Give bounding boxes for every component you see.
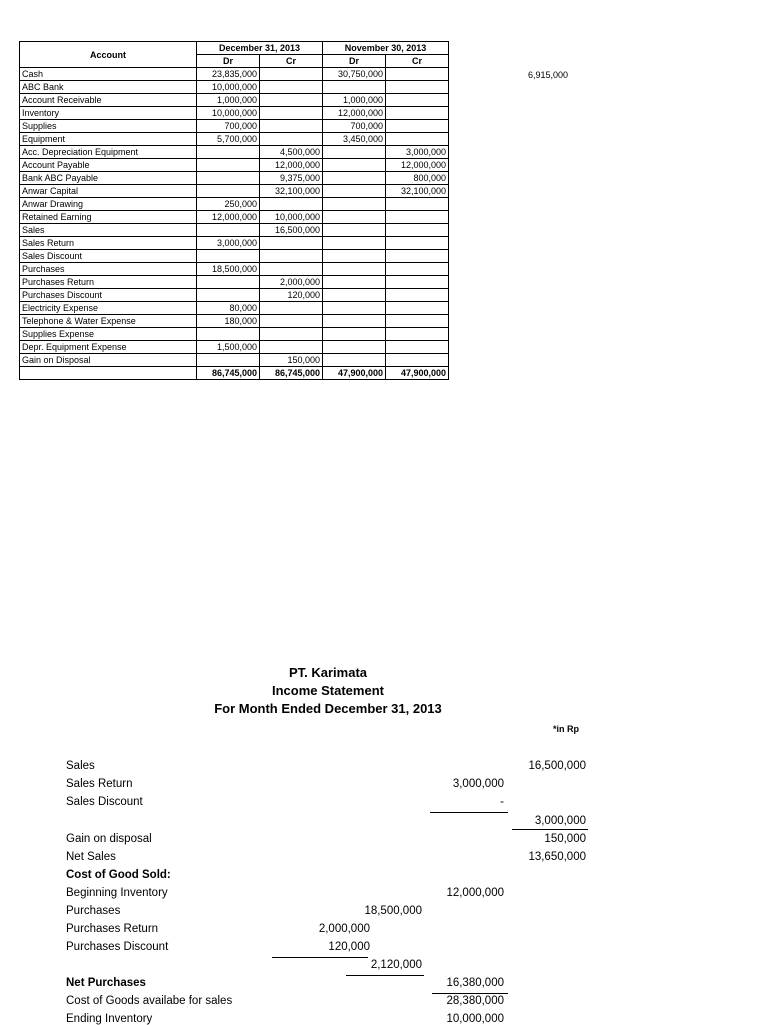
value-purchases-return: 2,000,000 <box>318 923 370 935</box>
dec-cr-value: 120,000 <box>260 289 323 302</box>
account-name: Cash <box>20 68 197 81</box>
nov-cr-value <box>386 198 449 211</box>
dec-cr-value: 4,500,000 <box>260 146 323 159</box>
dec-cr-value <box>260 250 323 263</box>
value-goods-available: 28,380,000 <box>446 995 504 1007</box>
dr-header: Dr <box>197 55 260 68</box>
nov-cr-value <box>386 107 449 120</box>
nov-cr-value: 12,000,000 <box>386 159 449 172</box>
value-net-purchases: 16,380,000 <box>446 977 504 989</box>
trial-row <box>20 289 449 302</box>
value-sales-return: 3,000,000 <box>452 778 504 790</box>
label-purchases-return: Purchases Return <box>66 923 159 935</box>
nov-dr-value <box>323 289 386 302</box>
nov-cr-value <box>386 263 449 276</box>
total-dec-dr: 86,745,000 <box>197 367 260 380</box>
trial-row <box>20 315 449 328</box>
nov-cr-value <box>386 276 449 289</box>
dec-dr-value <box>197 159 260 172</box>
nov-dr-value <box>323 211 386 224</box>
nov-dr-value <box>323 81 386 94</box>
trial-row <box>20 341 449 354</box>
nov-cr-value <box>386 250 449 263</box>
unit-note: *in Rp <box>553 724 579 734</box>
trial-row <box>20 328 449 341</box>
dec-dr-value <box>197 185 260 198</box>
value-sales: 16,500,000 <box>528 760 586 772</box>
value-gain-on-disposal: 150,000 <box>544 833 586 845</box>
dec-cr-value <box>260 315 323 328</box>
statement-period: For Month Ended December 31, 2013 <box>214 701 442 716</box>
dec-cr-value <box>260 341 323 354</box>
nov-dr-value <box>323 302 386 315</box>
cr-header: Cr <box>386 55 449 68</box>
value-ending-inventory: 10,000,000 <box>446 1013 504 1025</box>
label-beginning-inventory: Beginning Inventory <box>66 887 168 899</box>
dec-dr-value <box>197 250 260 263</box>
account-name: Gain on Disposal <box>20 354 197 367</box>
nov-dr-value <box>323 185 386 198</box>
nov-dr-value <box>323 341 386 354</box>
account-name: ABC Bank <box>20 81 197 94</box>
statement-title: Income Statement <box>272 683 384 698</box>
dec-cr-value <box>260 68 323 81</box>
value-sales-discount: - <box>500 796 504 808</box>
dec-dr-value: 250,000 <box>197 198 260 211</box>
dec-dr-value <box>197 354 260 367</box>
dec-cr-value <box>260 94 323 107</box>
account-name: Equipment <box>20 133 197 146</box>
trial-row <box>20 302 449 315</box>
dec-dr-value: 12,000,000 <box>197 211 260 224</box>
dec-cr-value <box>260 302 323 315</box>
trial-row <box>20 81 449 94</box>
dec-dr-value: 80,000 <box>197 302 260 315</box>
total-nov-cr: 47,900,000 <box>386 367 449 380</box>
dec-cr-value: 12,000,000 <box>260 159 323 172</box>
dec-cr-value <box>260 120 323 133</box>
dec-dr-value: 5,700,000 <box>197 133 260 146</box>
nov-dr-value: 700,000 <box>323 120 386 133</box>
trial-row <box>20 159 449 172</box>
nov-dr-value <box>323 198 386 211</box>
account-name: Purchases Discount <box>20 289 197 302</box>
nov-cr-value <box>386 224 449 237</box>
trial-row <box>20 198 449 211</box>
account-name: Sales Return <box>20 237 197 250</box>
account-name: Acc. Depreciation Equipment <box>20 146 197 159</box>
nov-cr-value <box>386 341 449 354</box>
trial-row <box>20 250 449 263</box>
dec-dr-value: 1,000,000 <box>197 94 260 107</box>
nov-cr-value: 800,000 <box>386 172 449 185</box>
underline-sales-deductions <box>430 812 508 813</box>
value-purchases-discount: 120,000 <box>328 941 370 953</box>
nov-dr-value: 12,000,000 <box>323 107 386 120</box>
dec-dr-value <box>197 146 260 159</box>
trial-row <box>20 107 449 120</box>
dec-dr-value: 1,500,000 <box>197 341 260 354</box>
label-purchases: Purchases <box>66 905 121 917</box>
dec-dr-value: 10,000,000 <box>197 107 260 120</box>
label-sales: Sales <box>66 760 95 772</box>
dec-dr-value <box>197 276 260 289</box>
nov-dr-value <box>323 354 386 367</box>
trial-row <box>20 172 449 185</box>
account-name: Supplies <box>20 120 197 133</box>
trial-row <box>20 94 449 107</box>
account-name: Purchases Return <box>20 276 197 289</box>
trial-row <box>20 224 449 237</box>
account-name: Bank ABC Payable <box>20 172 197 185</box>
nov-cr-value: 32,100,000 <box>386 185 449 198</box>
dec-cr-value <box>260 328 323 341</box>
account-name: Telephone & Water Expense <box>20 315 197 328</box>
trial-row <box>20 237 449 250</box>
nov-dr-value <box>323 250 386 263</box>
label-sales-return: Sales Return <box>66 778 133 790</box>
account-name: Anwar Drawing <box>20 198 197 211</box>
account-name: Electricity Expense <box>20 302 197 315</box>
account-name: Supplies Expense <box>20 328 197 341</box>
trial-row <box>20 354 449 367</box>
trial-balance-table <box>19 41 449 380</box>
nov-cr-value <box>386 133 449 146</box>
dec-cr-value <box>260 81 323 94</box>
value-sales-deduction-total: 3,000,000 <box>534 815 586 827</box>
nov-dr-value <box>323 328 386 341</box>
trial-row <box>20 146 449 159</box>
nov-cr-value <box>386 302 449 315</box>
dec-cr-value: 150,000 <box>260 354 323 367</box>
account-name: Depr. Equipment Expense <box>20 341 197 354</box>
nov-dr-value <box>323 263 386 276</box>
nov-cr-value <box>386 315 449 328</box>
trial-row <box>20 211 449 224</box>
dec-dr-value <box>197 224 260 237</box>
dec-cr-value: 16,500,000 <box>260 224 323 237</box>
account-header: Account <box>20 42 197 68</box>
nov-dr-value <box>323 146 386 159</box>
dr-header: Dr <box>323 55 386 68</box>
trial-row <box>20 276 449 289</box>
account-name: Inventory <box>20 107 197 120</box>
totals-row <box>20 367 449 380</box>
total-dec-cr: 86,745,000 <box>260 367 323 380</box>
label-sales-discount: Sales Discount <box>66 796 143 808</box>
value-purchases: 18,500,000 <box>364 905 422 917</box>
totals-label <box>20 367 197 380</box>
nov-cr-value <box>386 120 449 133</box>
nov-dr-value <box>323 276 386 289</box>
company-name: PT. Karimata <box>288 665 368 680</box>
underline-purchase-deductions-total <box>346 975 424 976</box>
period-header-december: December 31, 2013 <box>197 42 323 55</box>
dec-cr-value: 9,375,000 <box>260 172 323 185</box>
label-goods-available: Cost of Goods availabe for sales <box>66 995 233 1007</box>
value-net-sales: 13,650,000 <box>528 851 586 863</box>
nov-cr-value <box>386 289 449 302</box>
dec-dr-value: 180,000 <box>197 315 260 328</box>
nov-cr-value <box>386 354 449 367</box>
dec-cr-value <box>260 107 323 120</box>
nov-dr-value <box>323 159 386 172</box>
trial-row <box>20 185 449 198</box>
nov-cr-value: 3,000,000 <box>386 146 449 159</box>
dec-dr-value: 700,000 <box>197 120 260 133</box>
nov-cr-value <box>386 81 449 94</box>
trial-row <box>20 263 449 276</box>
trial-row <box>20 120 449 133</box>
nov-dr-value: 30,750,000 <box>323 68 386 81</box>
value-purchase-deductions-total: 2,120,000 <box>370 959 422 971</box>
dec-dr-value <box>197 289 260 302</box>
dec-cr-value <box>260 133 323 146</box>
dec-dr-value: 18,500,000 <box>197 263 260 276</box>
underline-purchase-deductions <box>272 957 368 958</box>
nov-dr-value <box>323 172 386 185</box>
label-net-sales: Net Sales <box>66 851 116 863</box>
overline-deduction-total <box>512 829 588 830</box>
account-name: Account Receivable <box>20 94 197 107</box>
account-name: Account Payable <box>20 159 197 172</box>
dec-dr-value <box>197 172 260 185</box>
label-ending-inventory: Ending Inventory <box>66 1013 153 1025</box>
dec-dr-value: 3,000,000 <box>197 237 260 250</box>
dec-dr-value: 23,835,000 <box>197 68 260 81</box>
nov-cr-value <box>386 94 449 107</box>
dec-cr-value <box>260 237 323 250</box>
nov-dr-value <box>323 315 386 328</box>
account-name: Anwar Capital <box>20 185 197 198</box>
nov-dr-value <box>323 237 386 250</box>
side-value: 6,915,000 <box>528 70 569 80</box>
dec-cr-value: 2,000,000 <box>260 276 323 289</box>
underline-net-purchases <box>432 993 508 994</box>
trial-row <box>20 68 449 81</box>
nov-dr-value <box>323 224 386 237</box>
label-gain-on-disposal: Gain on disposal <box>66 833 152 845</box>
cr-header: Cr <box>260 55 323 68</box>
label-purchases-discount: Purchases Discount <box>66 941 169 953</box>
account-name: Retained Earning <box>20 211 197 224</box>
trial-row <box>20 133 449 146</box>
nov-dr-value: 1,000,000 <box>323 94 386 107</box>
label-net-purchases: Net Purchases <box>66 977 146 989</box>
nov-cr-value <box>386 68 449 81</box>
account-name: Sales Discount <box>20 250 197 263</box>
nov-cr-value <box>386 328 449 341</box>
nov-dr-value: 3,450,000 <box>323 133 386 146</box>
value-beginning-inventory: 12,000,000 <box>446 887 504 899</box>
nov-cr-value <box>386 237 449 250</box>
nov-cr-value <box>386 211 449 224</box>
label-cogs-header: Cost of Good Sold: <box>66 869 171 881</box>
dec-cr-value <box>260 198 323 211</box>
dec-dr-value <box>197 328 260 341</box>
account-name: Purchases <box>20 263 197 276</box>
dec-cr-value <box>260 263 323 276</box>
period-header-november: November 30, 2013 <box>323 42 449 55</box>
total-nov-dr: 47,900,000 <box>323 367 386 380</box>
account-name: Sales <box>20 224 197 237</box>
dec-dr-value: 10,000,000 <box>197 81 260 94</box>
dec-cr-value: 32,100,000 <box>260 185 323 198</box>
dec-cr-value: 10,000,000 <box>260 211 323 224</box>
